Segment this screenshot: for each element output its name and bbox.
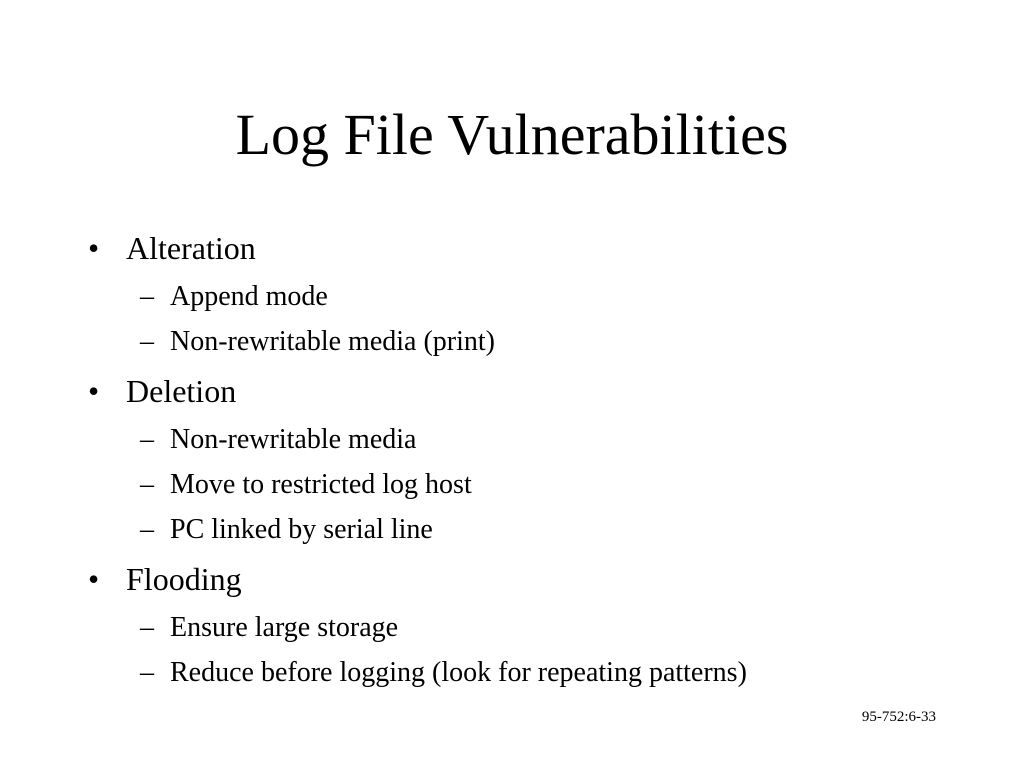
sub-item bbox=[140, 611, 940, 645]
sub-marker: – bbox=[140, 424, 154, 455]
slide-footer-code: 95-752:6-33 bbox=[861, 709, 936, 725]
sub-marker: – bbox=[140, 281, 154, 312]
sub-label: Reduce before logging (look for repeating patterns) bbox=[170, 657, 747, 688]
bullet-item-alteration bbox=[88, 228, 888, 268]
sub-marker: – bbox=[140, 657, 154, 688]
bullet-item-flooding bbox=[88, 559, 888, 599]
sub-item bbox=[140, 468, 940, 502]
sub-label: PC linked by serial line bbox=[170, 514, 433, 545]
sub-label: Move to restricted log host bbox=[170, 469, 472, 500]
sub-marker: – bbox=[140, 514, 154, 545]
bullet-marker: • bbox=[88, 373, 100, 409]
sub-label: Non-rewritable media bbox=[170, 424, 417, 455]
bullet-label: Flooding bbox=[126, 561, 242, 597]
bullet-item-deletion bbox=[88, 371, 888, 411]
sub-marker: – bbox=[140, 469, 154, 500]
slide-title: Log File Vulnerabilities bbox=[235, 102, 789, 167]
bullet-marker: • bbox=[88, 230, 100, 266]
sub-marker: – bbox=[140, 612, 154, 643]
bullet-label: Alteration bbox=[126, 230, 256, 266]
sub-marker: – bbox=[140, 326, 154, 357]
sub-label: Append mode bbox=[170, 281, 328, 312]
bullet-marker: • bbox=[88, 561, 100, 597]
sub-label: Non-rewritable media (print) bbox=[170, 326, 495, 357]
sub-item bbox=[140, 423, 940, 457]
bullet-label: Deletion bbox=[126, 373, 237, 409]
sub-item bbox=[140, 325, 940, 359]
sub-label: Ensure large storage bbox=[170, 612, 399, 643]
sub-item bbox=[140, 513, 940, 547]
sub-item bbox=[140, 656, 940, 690]
sub-item bbox=[140, 280, 940, 314]
